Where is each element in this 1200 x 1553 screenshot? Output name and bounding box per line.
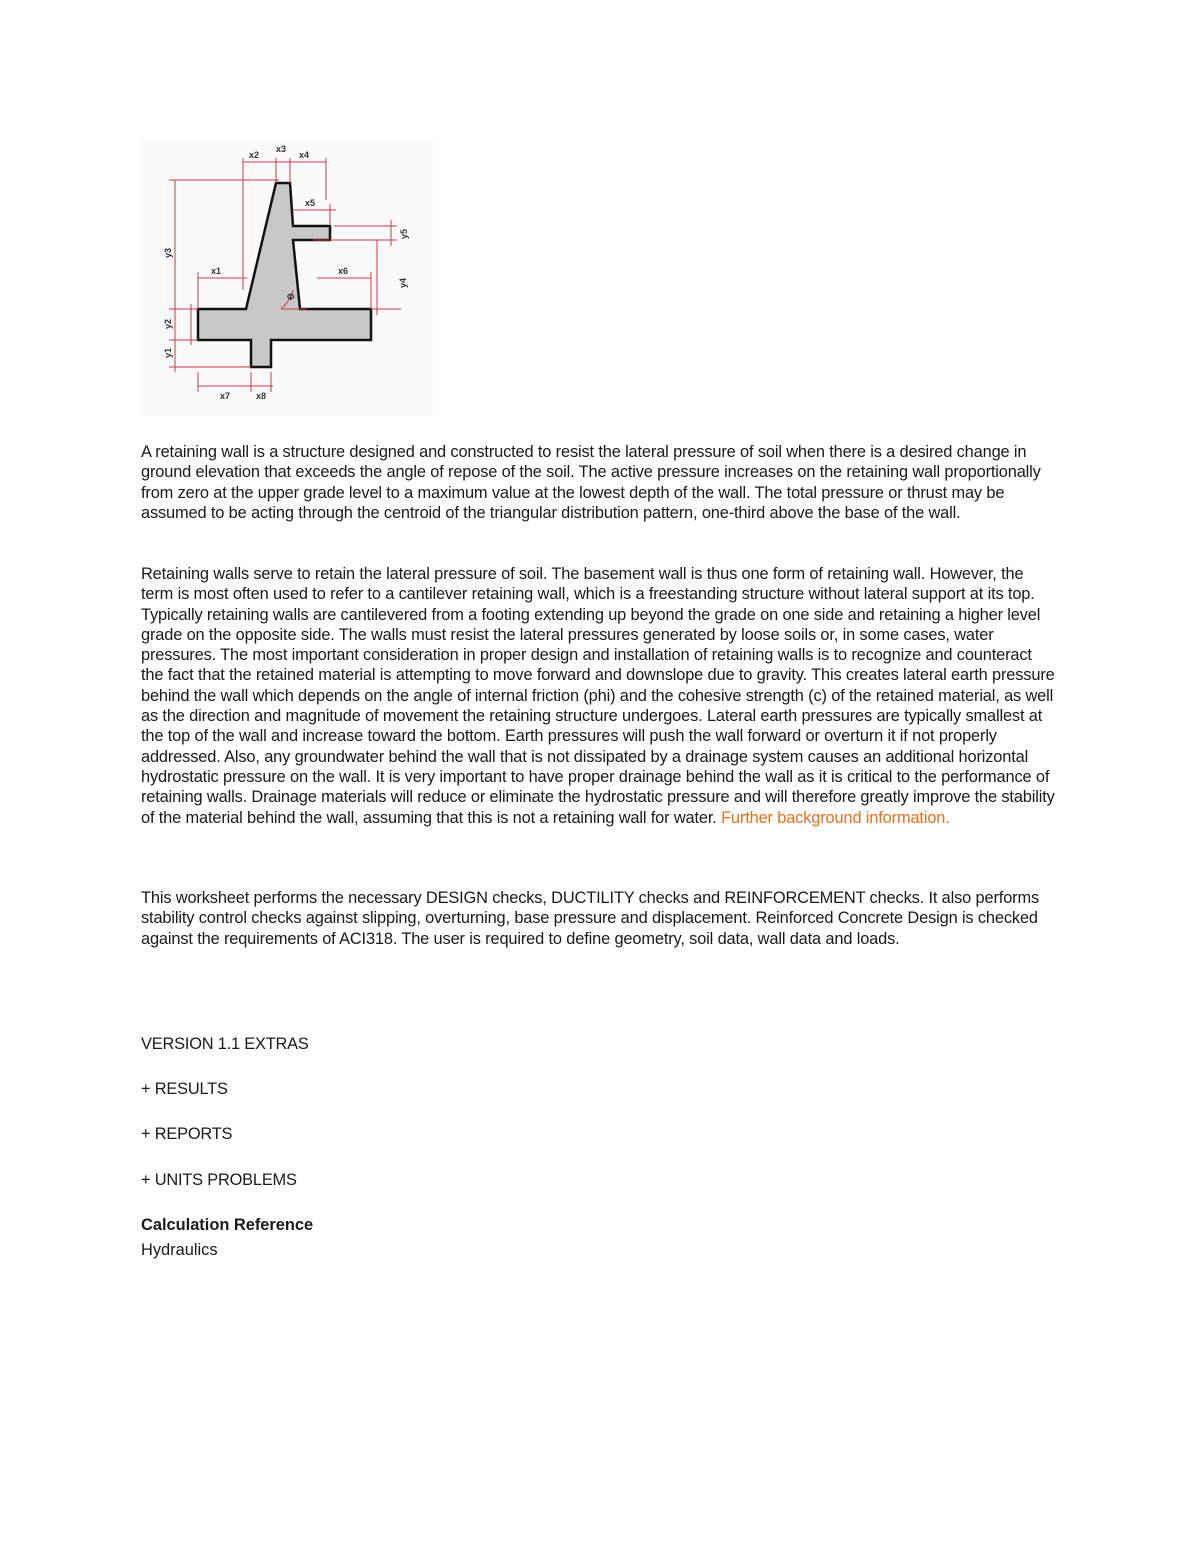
label-y5: y5 (399, 228, 409, 239)
retaining-wall-diagram (141, 140, 433, 416)
calculation-reference-value: Hydraulics (141, 1241, 218, 1259)
intro-paragraph: A retaining wall is a structure designed and constructed to resist the lateral pressure of soil when there is a desired change in ground elevation that exceeds the angle of repose of the soil. The active pressure increases on the retaining wall proportionally from zero at the upper grade level to a maximum value at the lowest depth of the wall. The total pressure or thrust may be assumed to be acting through the centroid of the triangular distribution pattern, one-third above the base of the wall. (141, 443, 1041, 522)
label-x5: x5 (305, 198, 316, 208)
further-background-link[interactable]: Further background information. (721, 808, 950, 827)
background-paragraph (141, 564, 1056, 828)
extras-item-reports: + REPORTS (141, 1125, 233, 1143)
label-x2: x2 (249, 150, 260, 160)
worksheet-paragraph: This worksheet performs the necessary DESIGN checks, DUCTILITY checks and REINFORCEMENT checks. It also performs stability control checks against slipping, overturning, base pressure and displacement. Reinforced Concrete Design is checked against the requirements of ACI318. The user is required to define geometry, soil data, wall data and loads. (141, 889, 1040, 948)
extras-heading: VERSION 1.1 EXTRAS (141, 1035, 309, 1053)
label-x1: x1 (211, 266, 222, 276)
label-x8: x8 (256, 391, 267, 401)
label-x7: x7 (220, 391, 231, 401)
label-phi: Φ (287, 292, 295, 302)
label-y3: y3 (163, 247, 173, 258)
label-x6: x6 (338, 266, 349, 276)
label-y4: y4 (398, 277, 408, 288)
label-x3: x3 (276, 144, 287, 154)
extras-item-units-problems: + UNITS PROBLEMS (141, 1171, 297, 1189)
label-y1: y1 (163, 347, 173, 358)
extras-item-results: + RESULTS (141, 1080, 228, 1098)
background-paragraph-text: Retaining walls serve to retain the lateral pressure of soil. The basement wall is thus one form of retaining wall. However, the term is most often used to refer to a cantilever retaining wall, which is a freestanding structure without lateral support at its top. Typically retaining walls are cantilevered from a footing extending up beyond the grade on one side and retaining a higher level grade on the opposite side. The walls must resist the lateral pressures generated by loose soils or, in some cases, water pressures. The most important consideration in proper design and installation of retaining walls is to recognize and counteract the fact that the retained material is attempting to move forward and downslope due to gravity. This creates lateral earth pressure behind the wall which depends on the angle of internal friction (phi) and the cohesive strength (c) of the retained material, as well as the direction and magnitude of movement the retaining structure undergoes. Lateral earth pressures are typically smallest at the top of the wall and increase toward the bottom. Earth pressures will push the wall forward or overturn it if not properly addressed. Also, any groundwater behind the wall that is not dissipated by a drainage system causes an additional horizontal hydrostatic pressure on the wall. It is very important to have proper drainage behind the wall as it is critical to the performance of retaining walls. Drainage materials will reduce or eliminate the hydrostatic pressure and will therefore greatly improve the stability of the material behind the wall, assuming that this is not a retaining wall for water. (141, 565, 1055, 827)
retaining-wall-svg (141, 140, 433, 416)
label-x4: x4 (299, 150, 310, 160)
label-y2: y2 (163, 318, 173, 329)
calculation-reference-heading: Calculation Reference (141, 1216, 314, 1234)
